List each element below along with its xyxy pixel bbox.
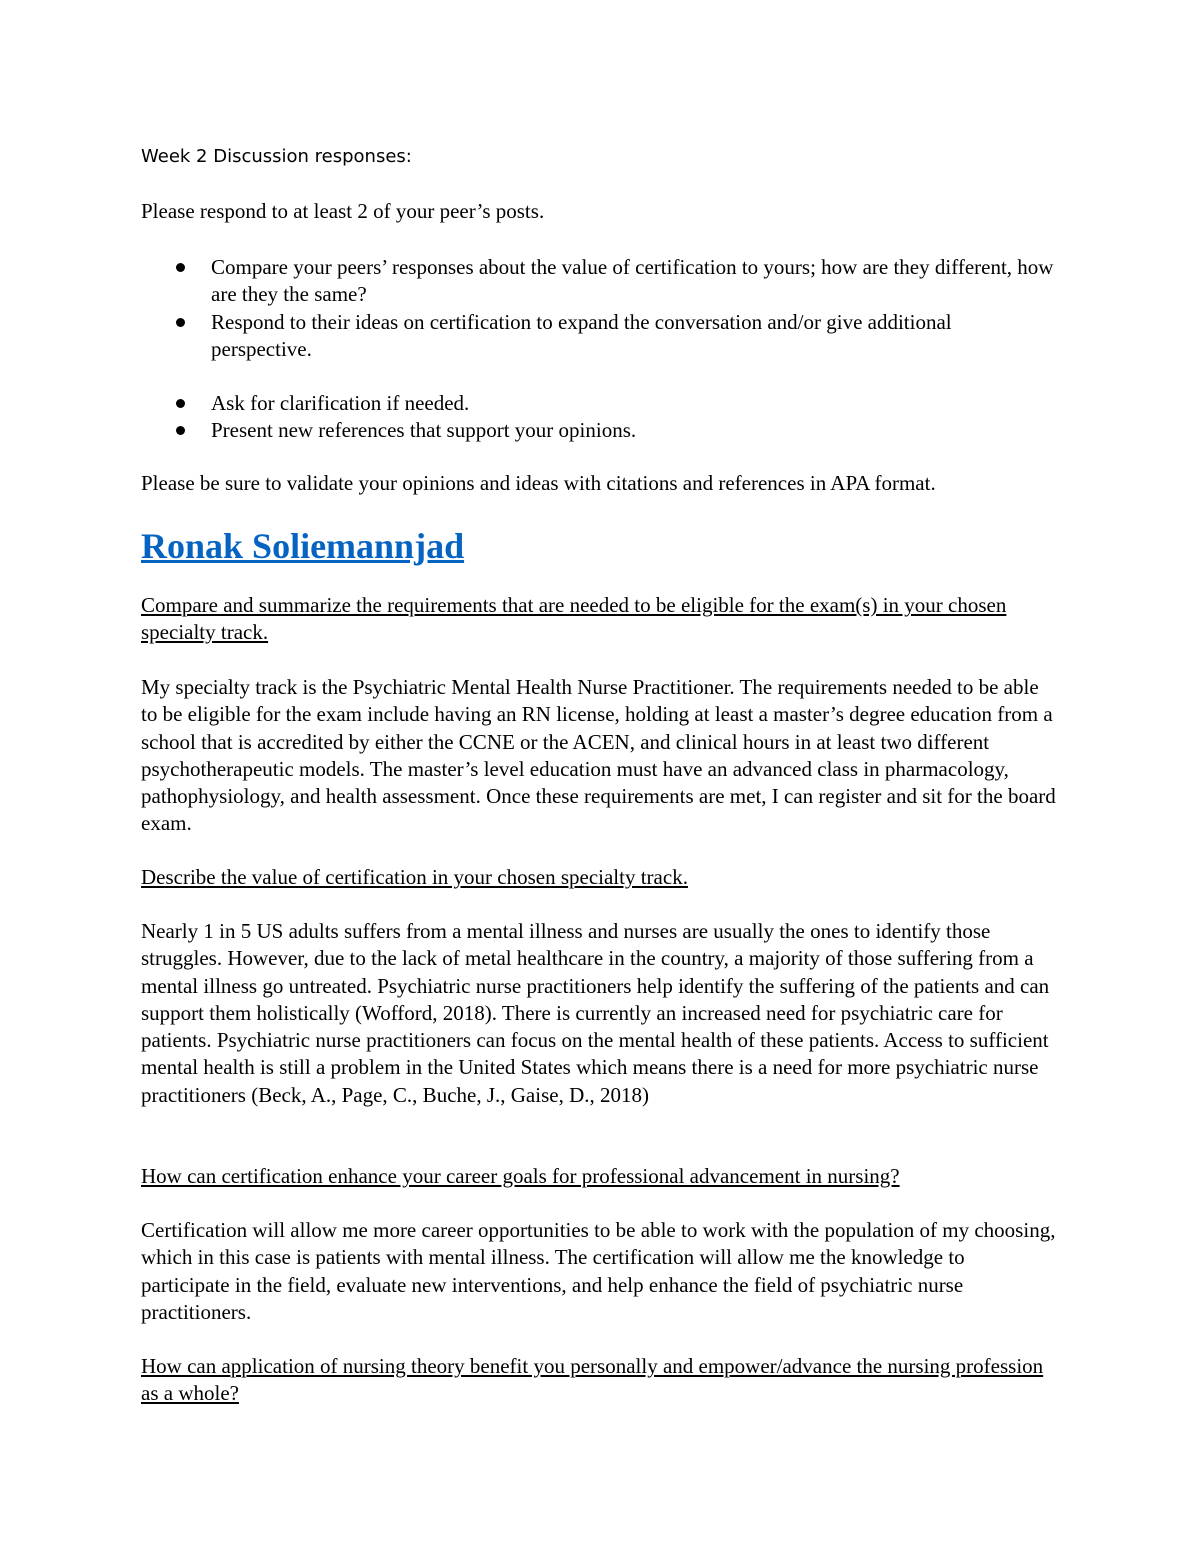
section-answer-career: Certification will allow me more career opportunities to be able to work with the population of my choosing, which in this case is patients with mental illness. The certification will allow me the knowledge to participate in the field, evaluate new interventions, and help enhance the field of psychiatric nurse practitioners. (141, 1218, 1056, 1324)
list-item (141, 309, 1056, 364)
instruction-list (141, 254, 1056, 445)
week-heading: Week 2 Discussion responses: (141, 146, 412, 167)
section-answer-value: Nearly 1 in 5 US adults suffers from a mental illness and nurses are usually the ones to identify those struggles. However, due to the lack of metal healthcare in the country, a majority of those suffering from a mental illness go untreated. Psychiatric nurse practitioners help identify the suffering of the patients and can support them holistically (Wofford, 2018). There is currently an increased need for psychiatric care for patients. Psychiatric nurse practitioners can focus on the mental health of these patients. Access to sufficient mental health is still a problem in the United States which means there is a need for more psychiatric nurse practitioners (Beck, A., Page, C., Buche, J., Gaise, D., 2018) (141, 919, 1050, 1107)
author-name-link[interactable]: Ronak Soliemannjad (141, 526, 465, 566)
validate-note: Please be sure to validate your opinions and ideas with citations and references in APA format. (141, 471, 936, 495)
list-item-text: Present new references that support your opinions. (211, 418, 637, 443)
section-question-value: Describe the value of certification in your chosen specialty track. (141, 865, 688, 889)
list-item (141, 390, 1056, 417)
bullet-icon (176, 399, 185, 408)
section-question-requirements: Compare and summarize the requirements that are needed to be eligible for the exam(s) in your chosen specialty track. (141, 593, 1007, 645)
bullet-icon (176, 426, 185, 435)
list-item-text: Ask for clarification if needed. (211, 391, 470, 416)
section-question-theory: How can application of nursing theory benefit you personally and empower/advance the nursing profession as a whole? (141, 1354, 1044, 1406)
list-item-text: Respond to their ideas on certification to expand the conversation and/or give additional perspective. (211, 309, 952, 361)
list-item (141, 417, 1056, 444)
section-question-career: How can certification enhance your career goals for professional advancement in nursing? (141, 1164, 900, 1188)
list-item (141, 254, 1056, 309)
bullet-icon (176, 263, 185, 272)
bullet-icon (176, 318, 185, 327)
section-answer-requirements: My specialty track is the Psychiatric Mental Health Nurse Practitioner. The requirements needed to be able to be eligible for the exam include having an RN license, holding at least a master’s degree education from a school that is accredited by either the CCNE or the ACEN, and clinical hours in at least two different psychotherapeutic models. The master’s level education must have an advanced class in pharmacology, pathophysiology, and health assessment. Once these requirements are met, I can register and sit for the board exam. (141, 675, 1056, 836)
list-item-text: Compare your peers’ responses about the value of certification to yours; how are they different, how are they the same? (211, 255, 1054, 307)
intro-text: Please respond to at least 2 of your peer’s posts. (141, 199, 545, 223)
